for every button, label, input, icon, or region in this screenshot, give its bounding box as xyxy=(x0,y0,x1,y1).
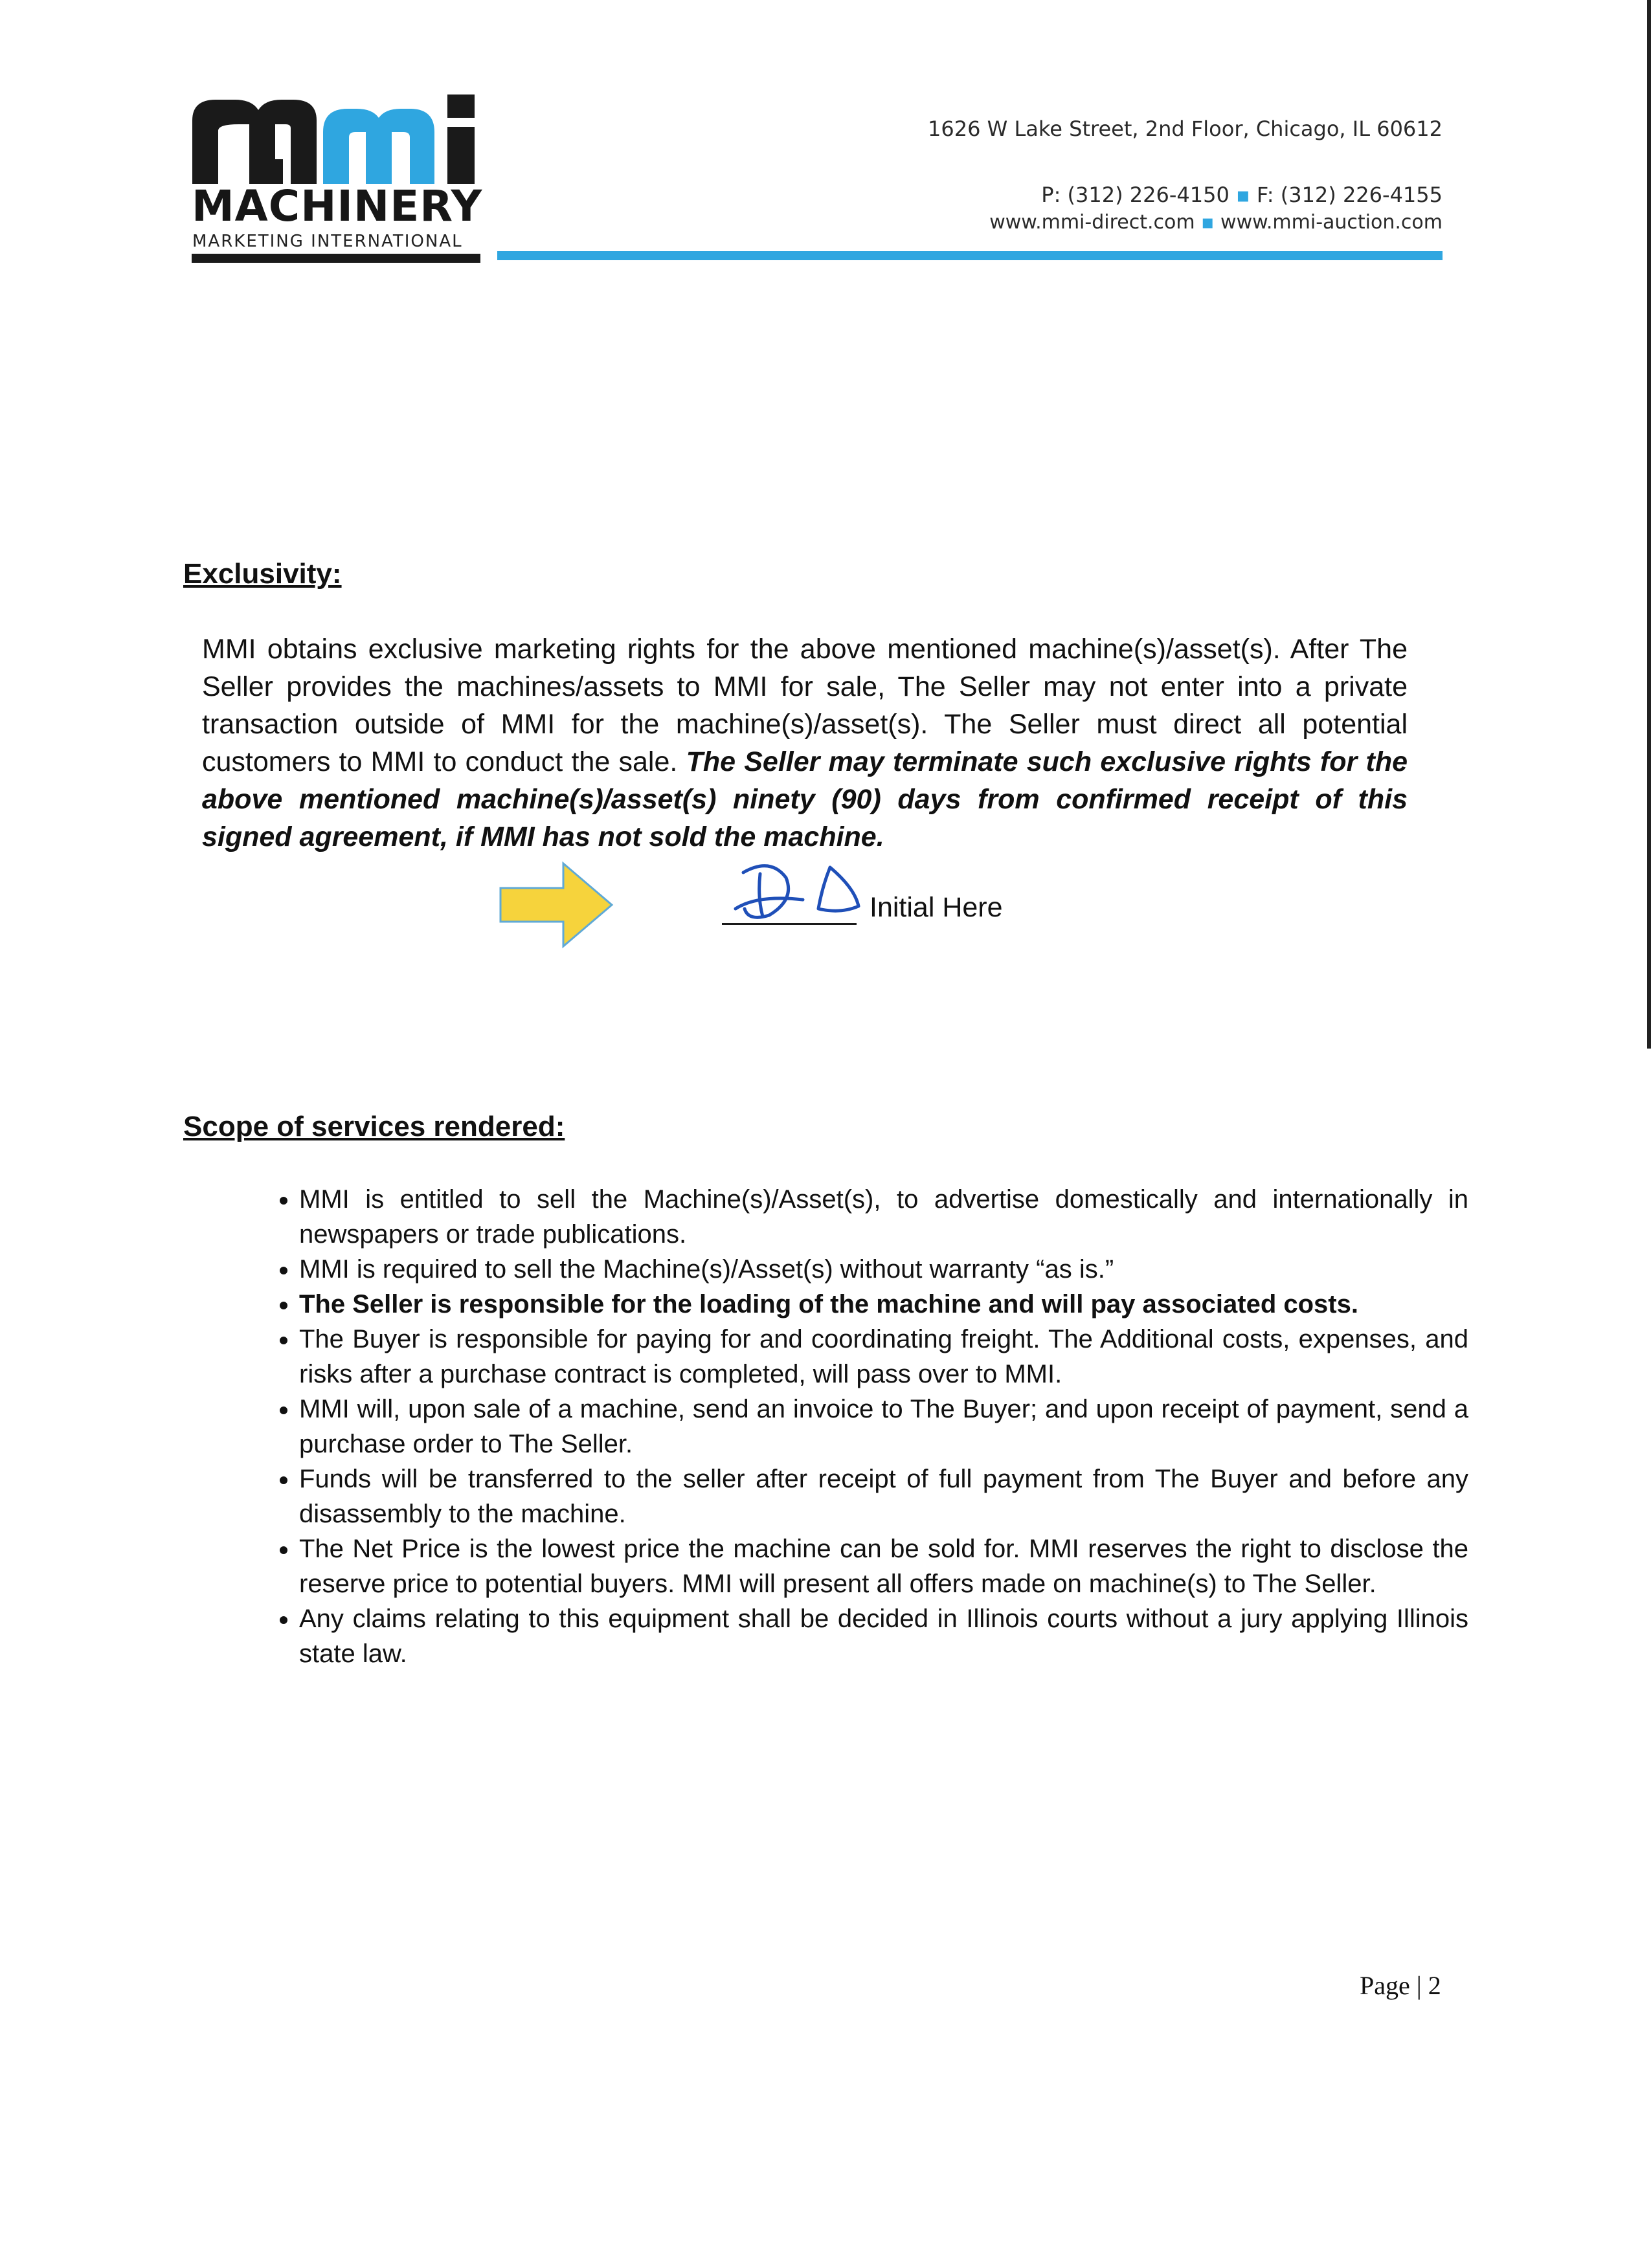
logo-wordmark: MACHINERY xyxy=(192,181,483,231)
exclusivity-text: MMI obtains exclusive marketing rights for the above mentioned machine(s)/asset(s). After The Seller provides the machines/assets to MMI for sale, The Seller may not enter into a private transaction outside of MMI for the machine(s)/asset(s). The Seller must direct all potential customers to MMI to conduct the sale. xyxy=(202,634,1408,777)
separator-icon: ▪ xyxy=(1201,211,1215,234)
company-logo xyxy=(190,94,482,269)
list-item: • The Buyer is responsible for paying for and coordinating freight. The Additional costs, expenses, and risks after a purchase contract is completed, will pass over to MMI. xyxy=(299,1322,1468,1392)
mmi-logo-mark xyxy=(190,94,482,184)
initial-line xyxy=(722,923,857,925)
phone-number: P: (312) 226-4150 xyxy=(1041,183,1230,207)
scan-edge xyxy=(1647,0,1651,1049)
list-item: • The Seller is responsible for the loading of the machine and will pay associated costs. xyxy=(299,1287,1468,1322)
list-item: • MMI will, upon sale of a machine, send an invoice to The Buyer; and upon receipt of payment, send a purchase order to The Seller. xyxy=(299,1392,1468,1462)
scope-heading: Scope of services rendered: xyxy=(183,1111,565,1142)
page-number: Page | 2 xyxy=(1360,1971,1441,2000)
right-arrow-icon xyxy=(499,861,614,949)
list-item: • MMI is required to sell the Machine(s)/Asset(s) without warranty “as is.” xyxy=(299,1252,1468,1287)
list-item: • The Net Price is the lowest price the machine can be sold for. MMI reserves the right to disclose the reserve price to potential buyers. MMI will present all offers made on machine(s) to The Seller. xyxy=(299,1531,1468,1601)
handwritten-initials xyxy=(732,854,874,926)
company-address: 1626 W Lake Street, 2nd Floor, Chicago, IL 60612 xyxy=(928,117,1443,141)
exclusivity-termination-clause: The Seller may terminate such exclusive rights for the above mentioned machine(s)/asset(s) ninety (90) days from confirmed receipt of this signed agreement, if MMI has not sold the machine. xyxy=(202,746,1408,852)
company-phones xyxy=(1041,183,1443,207)
header-rule-blue xyxy=(497,251,1443,260)
scope-list xyxy=(238,1182,1468,1671)
logo-tagline: MARKETING INTERNATIONAL xyxy=(192,232,463,251)
initial-here-label: Initial Here xyxy=(870,892,1003,923)
list-item: • Any claims relating to this equipment shall be decided in Illinois courts without a jury applying Illinois state law. xyxy=(299,1601,1468,1671)
list-item: • Funds will be transferred to the seller after receipt of full payment from The Buyer and before any disassembly to the machine. xyxy=(299,1462,1468,1531)
website-link-direct[interactable]: www.mmi-direct.com xyxy=(989,211,1195,234)
company-websites xyxy=(989,211,1443,234)
separator-icon: ▪ xyxy=(1235,183,1250,207)
header-rule-dark xyxy=(192,254,480,263)
exclusivity-paragraph xyxy=(202,630,1408,856)
list-item: • MMI is entitled to sell the Machine(s)/Asset(s), to advertise domestically and internationally in newspapers or trade publications. xyxy=(299,1182,1468,1252)
exclusivity-heading: Exclusivity: xyxy=(183,558,342,590)
fax-number: F: (312) 226-4155 xyxy=(1256,183,1443,207)
website-link-auction[interactable]: www.mmi-auction.com xyxy=(1220,211,1443,234)
